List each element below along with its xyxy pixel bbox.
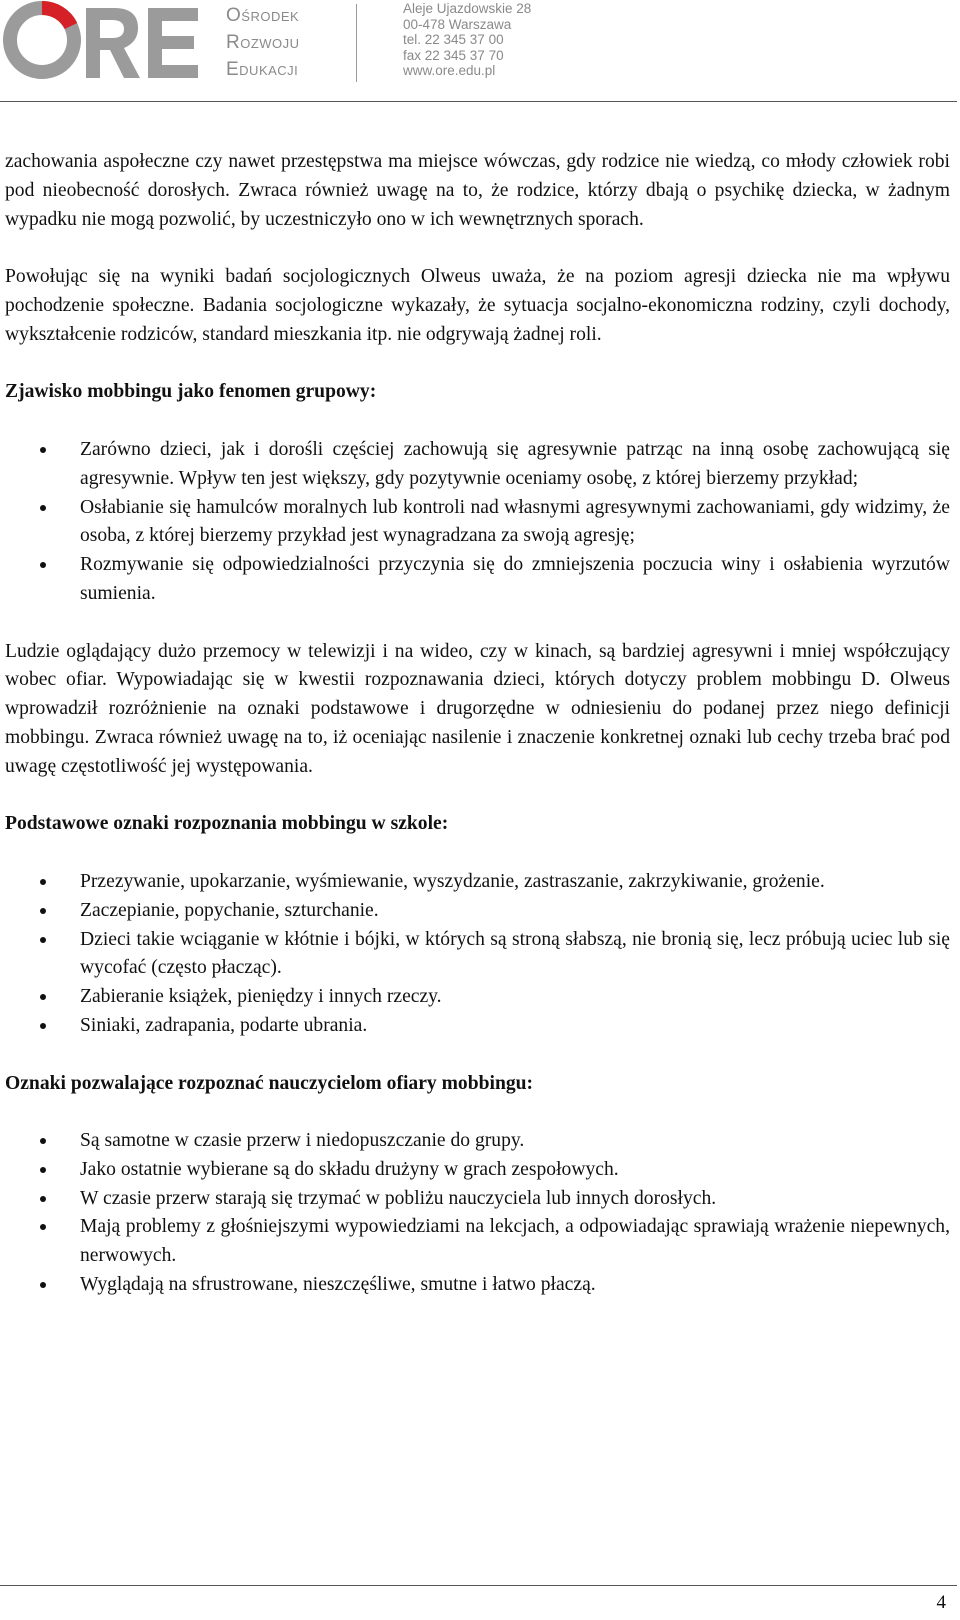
bullet-icon <box>40 994 46 1000</box>
contact-line: tel. 22 345 37 00 <box>403 32 504 47</box>
bullet-icon <box>40 505 46 511</box>
list-item: Zarówno dzieci, jak i dorośli częściej zachowują się agresywnie patrząc na inną osobę zachowującą się agresywnie. Wpływ ten jest większy, gdy pozytywnie oceniamy osobę, z której bierzemy przykład; <box>5 436 950 494</box>
list-item: Wyglądają na sfrustrowane, nieszczęśliwe, smutne i łatwo płaczą. <box>5 1271 950 1300</box>
institution-line: Edukacji <box>226 59 299 80</box>
page-header <box>0 0 960 104</box>
list-item: Osłabianie się hamulców moralnych lub kontroli nad własnymi agresywnymi zachowaniami, gdy widzimy, że osoba, z której bierzemy przykład jest wynagradzana za swoją agresję; <box>5 494 950 552</box>
bullet-icon <box>40 937 46 943</box>
paragraph: Ludzie oglądający dużo przemocy w telewizji i na wideo, czy w kinach, są bardziej agresywni i mniej współczujący wobec ofiar. Wypowiadając się w kwestii rozpoznawania dzieci, których dotyczy problem mobbingu D. Olweus wprowadził rozróżnienie na oznaki podstawowe i drugorzędne w odniesieniu do podanej przez niego definicji mobbingu. Zwraca również uwagę na to, iż oceniając nasilenie i znaczenie konkretnej oznaki lub cechy trzeba brać pod uwagę częstotliwość jej występowania. <box>5 640 950 777</box>
bullet-icon <box>40 1282 46 1288</box>
header-divider <box>356 4 357 82</box>
bullet-icon <box>40 562 46 568</box>
list-item: W czasie przerw starają się trzymać w pobliżu nauczyciela lub innych dorosłych. <box>5 1185 950 1214</box>
bullet-icon <box>40 447 46 453</box>
bullet-list <box>5 1127 950 1300</box>
list-item: Siniaki, zadrapania, podarte ubrania. <box>5 1012 950 1041</box>
contact-line: Aleje Ujazdowskie 28 <box>403 1 532 16</box>
list-item: Dzieci takie wciąganie w kłótnie i bójki, w których są stroną słabszą, nie bronią się, lecz próbują uciec lub się wycofać (często płacząc). <box>5 926 950 984</box>
footer-rule <box>0 1585 957 1586</box>
contact-line: fax 22 345 37 70 <box>403 47 504 63</box>
bullet-icon <box>40 1167 46 1173</box>
bullet-icon <box>40 879 46 885</box>
contact-line: 00-478 Warszawa <box>403 16 512 32</box>
bullet-list <box>5 436 950 609</box>
bullet-icon <box>40 1224 46 1230</box>
bullet-icon <box>40 908 46 914</box>
paragraph: zachowania aspołeczne czy nawet przestępstwa ma miejsce wówczas, gdy rodzice nie wiedzą, co młody człowiek robi pod nieobecność dorosłych. Zwraca również uwagę na to, że rodzice, którzy dbają o psychikę dziecka, w żadnym wypadku nie mogą pozwolić, by uczestniczyło ono w ich wewnętrznych sporach. <box>5 151 950 230</box>
contact-link[interactable]: www.ore.edu.pl <box>403 63 496 78</box>
header-rule <box>0 101 957 102</box>
section-heading: Zjawisko mobbingu jako fenomen grupowy: <box>5 381 377 403</box>
section-heading: Oznaki pozwalające rozpoznać nauczycielom ofiary mobbingu: <box>5 1072 534 1094</box>
bullet-icon <box>40 1023 46 1029</box>
paragraph: Powołując się na wyniki badań socjologicznych Olweus uważa, że na poziom agresji dziecka nie ma wpływu pochodzenie społeczne. Badania socjologiczne wykazały, że sytuacja socjalno-ekonomiczna rodziny, czyli dochody, wykształcenie rodziców, standard mieszkania itp. nie odgrywają żadnej roli. <box>5 266 950 345</box>
list-item: Rozmywanie się odpowiedzialności przyczynia się do zmniejszenia poczucia winy i osłabienia wyrzutów sumienia. <box>5 551 950 609</box>
contact-block <box>403 1 531 79</box>
ore-logo <box>2 0 202 84</box>
list-item: Jako ostatnie wybierane są do składu drużyny w grach zespołowych. <box>5 1156 950 1185</box>
institution-line: Rozwoju <box>226 32 300 53</box>
document-body <box>5 148 950 1300</box>
bullet-list <box>5 868 950 1041</box>
bullet-icon <box>40 1196 46 1202</box>
section-heading: Podstawowe oznaki rozpoznania mobbingu w szkole: <box>5 813 449 835</box>
page-number: 4 <box>936 1592 946 1613</box>
institution-name <box>226 2 300 83</box>
list-item: Mają problemy z głośniejszymi wypowiedziami na lekcjach, a odpowiadając sprawiają wrażenie niepewnych, nerwowych. <box>5 1213 950 1271</box>
list-item: Zaczepianie, popychanie, szturchanie. <box>5 897 950 926</box>
institution-line: Ośrodek <box>226 5 300 26</box>
list-item: Są samotne w czasie przerw i niedopuszczanie do grupy. <box>5 1127 950 1156</box>
list-item: Zabieranie książek, pieniędzy i innych rzeczy. <box>5 983 950 1012</box>
list-item: Przezywanie, upokarzanie, wyśmiewanie, wyszydzanie, zastraszanie, zakrzykiwanie, grożenie. <box>5 868 950 897</box>
bullet-icon <box>40 1138 46 1144</box>
